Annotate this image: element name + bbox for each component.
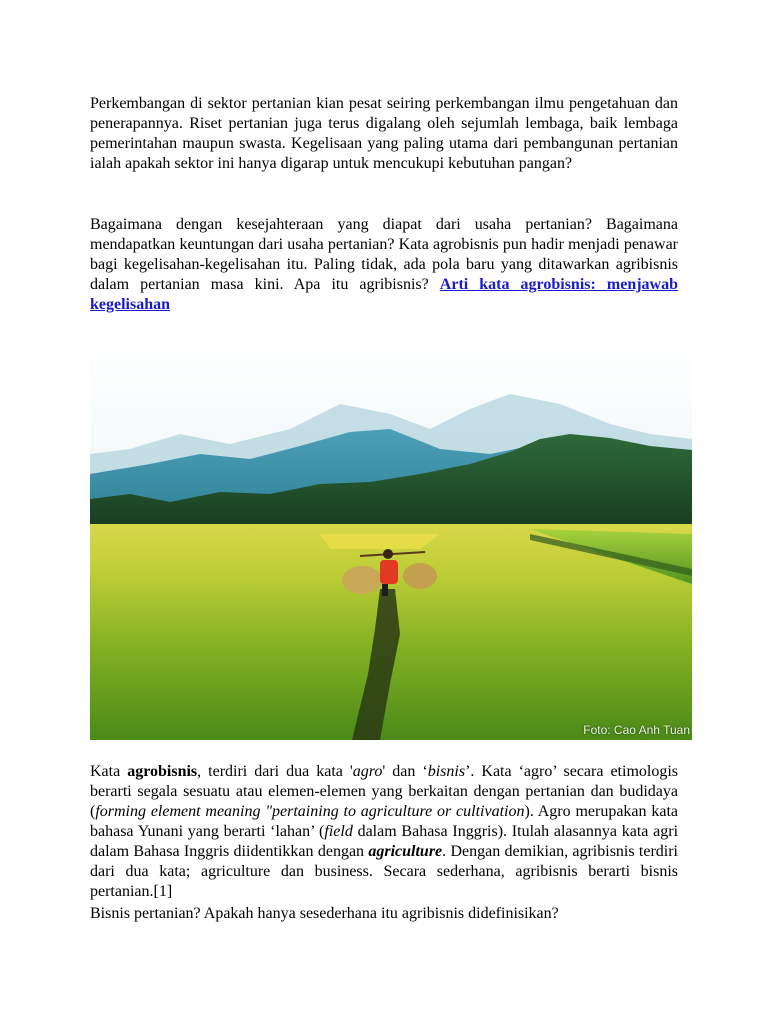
definition-link[interactable]: Arti kata agrobisnis: menjawab kegelisahan [90,276,679,313]
yellow-patch [320,534,440,549]
question-text: Bagaimana dengan kesejahteraan yang diapat dari usaha pertanian? Bagaimana mendapatkan keuntungan dari usaha pertanian? Kata agrobisnis pun hadir menjadi penawar bagi kegelisahan-kegelisahan itu. Paling tidak, ada pola baru yang ditawarkan agribisnis dalam pertanian masa kini. Apa itu agribisnis? [90,216,678,293]
question-paragraph [90,215,678,315]
farmer-leg [382,584,388,596]
term-agriculture-italic: agriculture [368,843,443,860]
hay-bundle-right [403,563,437,589]
hay-bundle-left [342,566,382,594]
rice-field-photo [90,334,692,740]
definition-paragraph [90,762,678,902]
def-text-3: ' dan ‘ [382,763,428,780]
photo-caption: Foto: Cao Anh Tuan [583,723,690,737]
farmer-head [383,549,393,559]
term-agrobisnis: agrobisnis [127,763,198,780]
farmer-shirt [380,560,398,584]
term-bisnis: bisnis [427,763,466,780]
def-text-6: dalam Bahasa Inggris). Itulah alasannya kata agri dalam Bahasa Inggris diidentikkan dengan [90,823,679,860]
def-text-1: Kata [90,763,128,780]
term-field: field [324,823,353,840]
def-text-4: ’. Kata ‘agro’ secara etimologis berarti segala sesuatu atau elemen-elemen yang berkaitan dengan pertanian dan budidaya ( [90,763,679,820]
intro-paragraph: Perkembangan di sektor pertanian kian pesat seiring perkembangan ilmu pengetahuan dan penerapannya. Riset pertanian juga terus digalang oleh sejumlah lembaga, baik lembaga pemerintahan maupun swasta. Kegelisaan yang paling utama dari pembangunan pertanian ialah apakah sektor ini hanya digarap untuk mencukupi kebutuhan pangan? [90,95,678,172]
def-text-2: , terdiri dari dua kata ' [197,763,353,780]
closing-question: Bisnis pertanian? Apakah hanya sesederhana itu agribisnis didefinisikan? [90,905,559,922]
def-text-5: ). Agro merupakan kata bahasa Yunani yang berarti ‘lahan’ ( [90,803,678,840]
def-text-7: . Dengan demikian, agribisnis terdiri dari dua kata; agriculture dan business. Secara sederhana, agribisnis berarti bisnis pertanian.[1] [90,843,679,900]
english-definition: forming element meaning "pertaining to agriculture or cultivation [95,803,525,820]
term-agro: agro [352,763,383,780]
term-agriculture [368,843,442,860]
rice-field-illustration [90,334,692,740]
